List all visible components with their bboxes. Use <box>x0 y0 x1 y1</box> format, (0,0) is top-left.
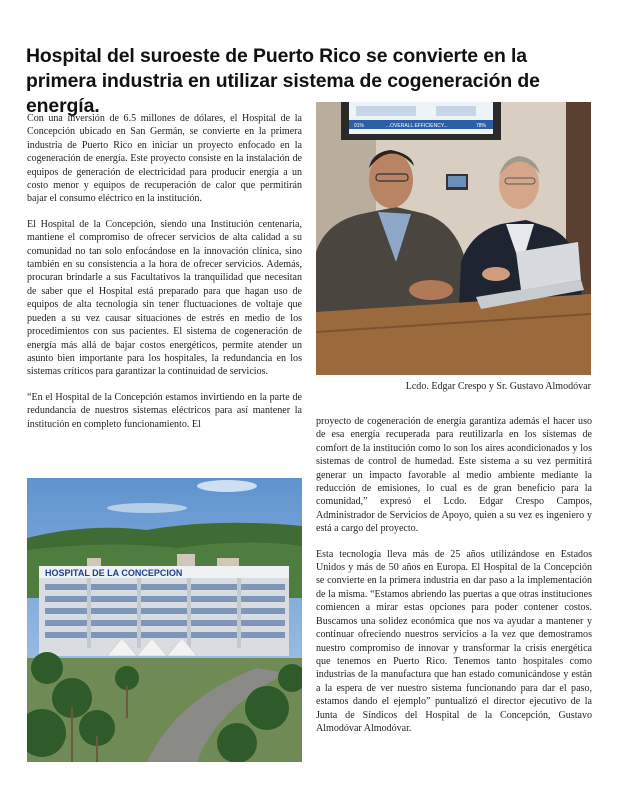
headline-line-2: primera industria en utilizar sistema de cogeneración de energía. <box>26 70 540 117</box>
screen-right-value: 78% <box>476 123 487 129</box>
meeting-photo <box>316 102 591 375</box>
photo-caption: Lcdo. Edgar Crespo y Sr. Gustavo Almodóvar <box>405 381 591 392</box>
headline-line-1: Hospital del suroeste de Puerto Rico se convierte en la <box>26 45 527 67</box>
paragraph-commitment: El Hospital de la Concepción, siendo una Institución centenaria, mantiene el compromiso de ofrecer servicios de alta calidad a su comunidad no tan solo enfocándose en la innovación clínica, sino también en su consistencia a la hora de ofrecer servicios. Además, procuran brindarle a sus Facultativos la tranquilidad que necesitan de saber que el Hospital está preparado para que hagan uso de equipos de alta tecnología sin tener fluctuaciones de voltaje que pueden a su vez causar situaciones de estrés en medio de los procedimientos con sus pacientes. El sistema de cogeneración de energía más allá de bajar costos energéticos, permite atender un asunto bien importante para los hospitales, la redundancia en los sistemas críticos para garantizar la continuidad de servicios. <box>27 218 302 378</box>
paragraph-quote-start: “En el Hospital de la Concepción estamos invirtiendo en la parte de redundancia de nuestros sistemas eléctricos para así mantener la institución en completo funcionamiento. El <box>27 391 302 430</box>
screen-middle-label: ...OVERALL EFFICIENCY... <box>386 123 448 129</box>
right-column-text <box>316 415 592 747</box>
building-sign: HOSPITAL DE LA CONCEPCION <box>45 568 183 578</box>
paragraph-intro: Con una inversión de 6.5 millones de dólares, el Hospital de la Concepción ubicado en San Germán, se convierte en la primera industria de Puerto Rico en iniciar un proyecto enfocado en la cogeneración de energía. Este proyecto consiste en la instalación de equipos de generación de electricidad para producir energía a un costo menor y equipos de recuperación de calor que permitirán bajar el consumo eléctrico en la institución. <box>27 113 302 205</box>
hospital-building-illustration <box>27 478 302 762</box>
meeting-photo-illustration <box>316 102 591 375</box>
paragraph-quote-continued: proyecto de cogeneración de energía garantiza además el hacer uso de esa energía recuperada para reutilizarla en los sistemas de comfort de la institución como lo son los aires acondicionados y los sistemas de control de humedad. Este sistema a su vez permitirá generar un impacto favorable al medio ambiente mediante la reducción de emisiones, lo cual es de gran beneficio para la comunidad,” expresó el Lcdo. Edgar Crespo Campos, Administrador de Servicios de Apoyo, quien a su vez es ingeniero y está a cargo del proyecto. <box>316 416 592 535</box>
left-column-text <box>27 112 302 443</box>
hospital-building-photo <box>27 478 302 762</box>
screen-left-value: 91% <box>354 123 365 129</box>
paragraph-technology: Esta tecnología lleva más de 25 años utilizándose en Estados Unidos y más de 50 años en Europa. El Hospital de la Concepción se convierte en la primera industria en dar paso a la implementación de la misma. “Estamos abriendo las puertas a que otras instituciones comiencen a mirar estas opciones para poder contener costos. Buscamos una solidez económica que nos va ayudar a mantener y continuar ofreciendo nuestros servicios a la vez que demostramos nuestro compromiso de innovar y transformar la crisis energética que tenemos en Puerto Rico. Tenemos tanto hospitales como industrias de la manufactura que han estado comunicándose y están a la espera de ver nuestro sistema funcionando para dar el paso, estamos dando el ejemplo” puntualizó el director ejecutivo de la Junta de Síndicos del Hospital de la Concepción, Gustavo Almodóvar Almodóvar. <box>316 548 592 734</box>
